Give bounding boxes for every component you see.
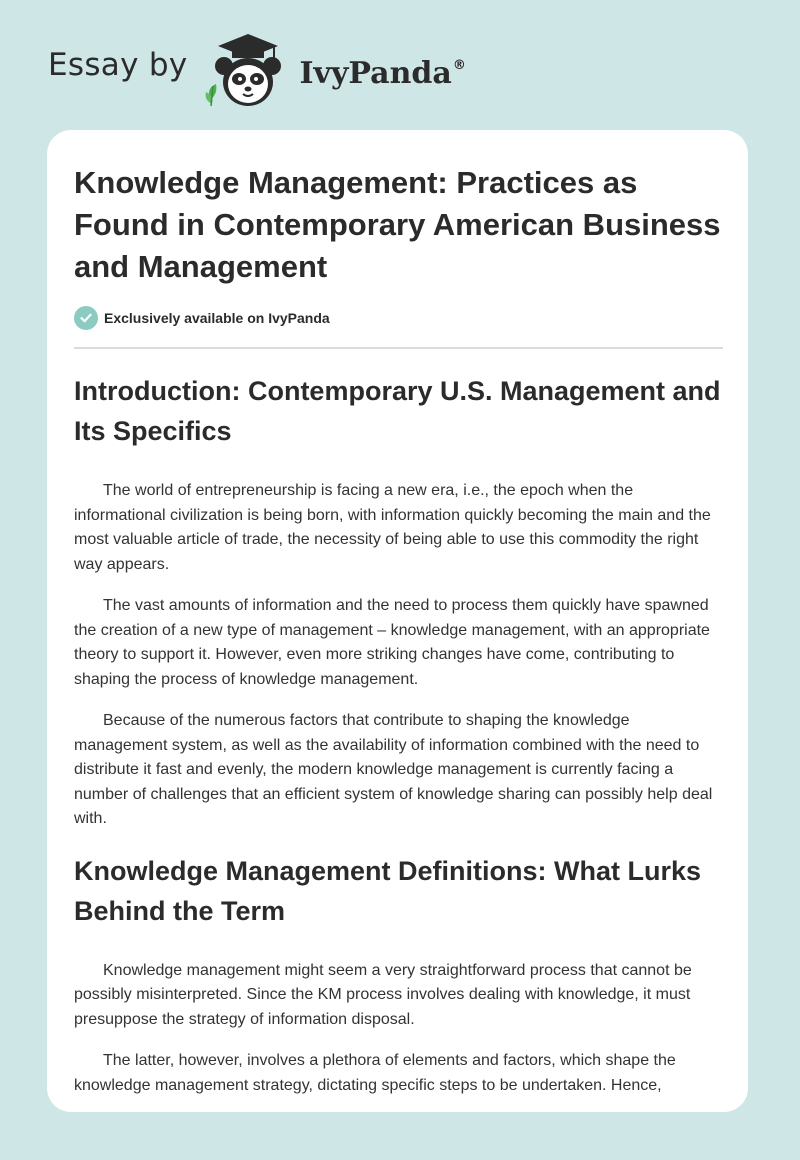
registered-mark: ® — [452, 57, 466, 73]
paragraph: The world of entrepreneurship is facing a new era, i.e., the epoch when the informational civilization is being born, with information quickly becoming the main and the most valuable article of trade, the necessity of being able to use this commodity the right way appears. — [74, 482, 711, 573]
check-icon — [74, 306, 98, 330]
essay-by-label: Essay by — [48, 47, 188, 83]
page-title: Knowledge Management: Practices as Found in Contemporary American Business and Management — [74, 165, 721, 284]
paragraph: The latter, however, involves a plethora of elements and factors, which shape the knowledge management strategy, dictating specific steps to be undertaken. Hence, — [74, 1052, 676, 1094]
divider — [74, 347, 723, 349]
site-header — [48, 30, 466, 110]
essay-card — [47, 130, 748, 1112]
paragraph: Knowledge management might seem a very straightforward process that cannot be possibly misinterpreted. Since the KM process involves dealing with knowledge, it must presuppose the strategy of information disposal. — [74, 961, 692, 1028]
exclusive-badge — [74, 305, 723, 331]
brand-name: IvyPanda® — [299, 55, 466, 91]
section-heading: Introduction: Contemporary U.S. Management and Its Specifics — [74, 376, 721, 446]
paragraph: Because of the numerous factors that contribute to shaping the knowledge management system, as well as the availability of information combined with the need to distribute it fast and evenly, the modern knowledge management is currently facing a number of challenges that an efficient system of knowledge sharing can possibly help deal with. — [74, 712, 713, 827]
paragraph: The vast amounts of information and the need to process them quickly have spawned the creation of a new type of management – knowledge management, with an appropriate theory to support it. However, even more striking changes have come, contributing to shaping the process of knowledge management. — [74, 597, 710, 688]
panda-graduate-icon — [202, 30, 294, 110]
essay-content — [74, 162, 723, 1098]
section-heading: Knowledge Management Definitions: What Lurks Behind the Term — [74, 855, 702, 926]
badge-text: Exclusively available on IvyPanda — [104, 310, 330, 326]
